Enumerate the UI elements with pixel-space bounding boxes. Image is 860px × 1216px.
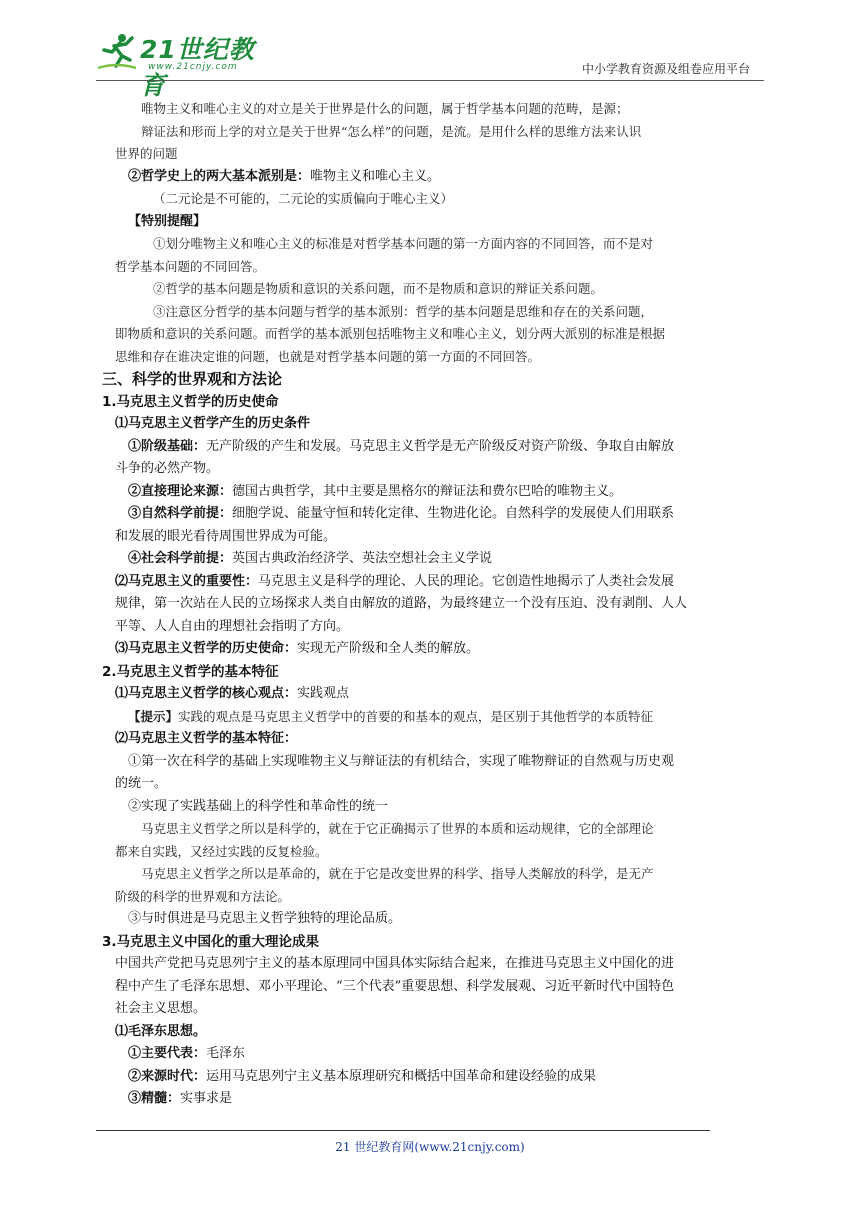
text-line: ①划分唯物主义和唯心主义的标准是对哲学基本问题的第一方面内容的不同回答，而不是对 (153, 236, 654, 251)
text-line: 马克思主义哲学之所以是革命的，就在于它是改变世界的科学、指导人类解放的科学，是无产 (141, 866, 654, 881)
text-line: 【提示】实践的观点是马克思主义哲学中的首要的和基本的观点，是区别于其他哲学的本质特征 (128, 708, 654, 724)
platform-title: 中小学教育资源及组卷应用平台 (581, 62, 750, 76)
text-line: ①主要代表：毛泽东 (128, 1046, 246, 1061)
section-heading: 三、科学的世界观和方法论 (102, 370, 283, 388)
text-line: ③与时俱进是马克思主义哲学独特的理论品质。 (128, 911, 402, 926)
text-line: 规律，第一次站在人民的立场探求人类自由解放的道路，为最终建立一个没有压迫、没有剥削、人人 (115, 596, 688, 611)
text-line: 阶级的科学的世界观和方法论。 (115, 888, 291, 904)
text-line: ②哲学的基本问题是物质和意识的关系问题，而不是物质和意识的辩证关系问题。 (153, 281, 604, 296)
text-line: ③自然科学前提：细胞学说、能量守恒和转化定律、生物进化论。自然科学的发展使人们用联系 (128, 506, 675, 521)
text-line: ①阶级基础：无产阶级的产生和发展。马克思主义哲学是无产阶级反对资产阶级、争取自由解放 (128, 438, 675, 454)
subsection-heading: 3.马克思主义中国化的重大理论成果 (102, 933, 320, 950)
text-line: 辩证法和形而上学的对立是关于世界“怎么样”的问题，是流。是用什么样的思维方法来认识 (141, 123, 642, 139)
text-line: 斗争的必然产物。 (115, 461, 220, 476)
text-line: 思维和存在谁决定谁的问题，也就是对哲学基本问题的第一方面的不同回答。 (115, 348, 541, 364)
footer-divider (96, 1130, 710, 1131)
text-line: 中国共产党把马克思列宁主义的基本原理同中国具体实际结合起来，在推进马克思主义中国化的进 (115, 956, 675, 971)
text-line: ⑶马克思主义哲学的历史使命：实现无产阶级和全人类的解放。 (115, 641, 480, 656)
text-line: 【特别提醒】 (128, 213, 207, 229)
document-body (102, 98, 765, 1111)
logo-text: 21世纪教育 (140, 35, 255, 100)
site-logo[interactable] (92, 28, 272, 100)
footer-link[interactable]: 21 世纪教育网(www.21cnjy.com) (335, 1140, 525, 1154)
text-line: （二元论是不可能的，二元论的实质偏向于唯心主义） (153, 191, 454, 206)
header-divider (96, 80, 764, 81)
text-line: 都来自实践，又经过实践的反复检验。 (115, 843, 328, 859)
page-header (0, 0, 860, 100)
text-line: 即物质和意识的关系问题。而哲学的基本派别包括唯物主义和唯心主义，划分两大派别的标准是根据 (115, 326, 666, 341)
text-line: ③精髓：实事求是 (128, 1091, 233, 1106)
subsection-heading: 2.马克思主义哲学的基本特征 (102, 663, 279, 680)
subsection-heading: 1.马克思主义哲学的历史使命 (102, 393, 279, 410)
text-line: ⑴马克思主义哲学的核心观点：实践观点 (115, 686, 350, 701)
text-line: 世界的问题 (115, 146, 178, 161)
text-line: 程中产生了毛泽东思想、邓小平理论、“三个代表”重要思想、科学发展观、习近平新时代中国特色 (115, 978, 675, 994)
logo-url: www.21cnjy.com (148, 62, 238, 72)
text-line: 哲学基本问题的不同回答。 (115, 258, 266, 274)
text-line: ②哲学史上的两大基本派别是：唯物主义和唯心主义。 (128, 168, 441, 184)
text-line: ⑵马克思主义哲学的基本特征： (115, 731, 298, 746)
text-line: ⑵马克思主义的重要性：马克思主义是科学的理论、人民的理论。它创造性地揭示了人类社会发展 (115, 573, 675, 589)
text-line: ②来源时代：运用马克思列宁主义基本原理研究和概括中国革命和建设经验的成果 (128, 1068, 597, 1084)
text-line: 的统一。 (115, 776, 168, 791)
text-line: 唯物主义和唯心主义的对立是关于世界是什么的问题，属于哲学基本问题的范畴，是源； (141, 101, 629, 116)
text-line: 社会主义思想。 (115, 1001, 207, 1016)
text-line: ①第一次在科学的基础上实现唯物主义与辩证法的有机结合，实现了唯物辩证的自然观与历史观 (128, 753, 675, 769)
text-line: ④社会科学前提：英国古典政治经济学、英法空想社会主义学说 (128, 551, 493, 566)
text-line: ②直接理论来源：德国古典哲学，其中主要是黑格尔的辩证法和费尔巴哈的唯物主义。 (128, 483, 623, 499)
text-line: ⑴毛泽东思想。 (115, 1023, 207, 1039)
text-line: ⑴马克思主义哲学产生的历史条件 (115, 416, 311, 431)
text-line: 马克思主义哲学之所以是科学的，就在于它正确揭示了世界的本质和运动规律，它的全部理论 (141, 821, 654, 836)
text-line: 和发展的眼光看待周围世界成为可能。 (115, 528, 337, 544)
text-line: ③注意区分哲学的基本问题与哲学的基本派别：哲学的基本问题是思维和存在的关系问题， (153, 303, 654, 319)
runner-logo-icon (96, 32, 138, 72)
text-line: 平等、人人自由的理想社会指明了方向。 (115, 618, 350, 634)
text-line: ②实现了实践基础上的科学性和革命性的统一 (128, 798, 389, 814)
